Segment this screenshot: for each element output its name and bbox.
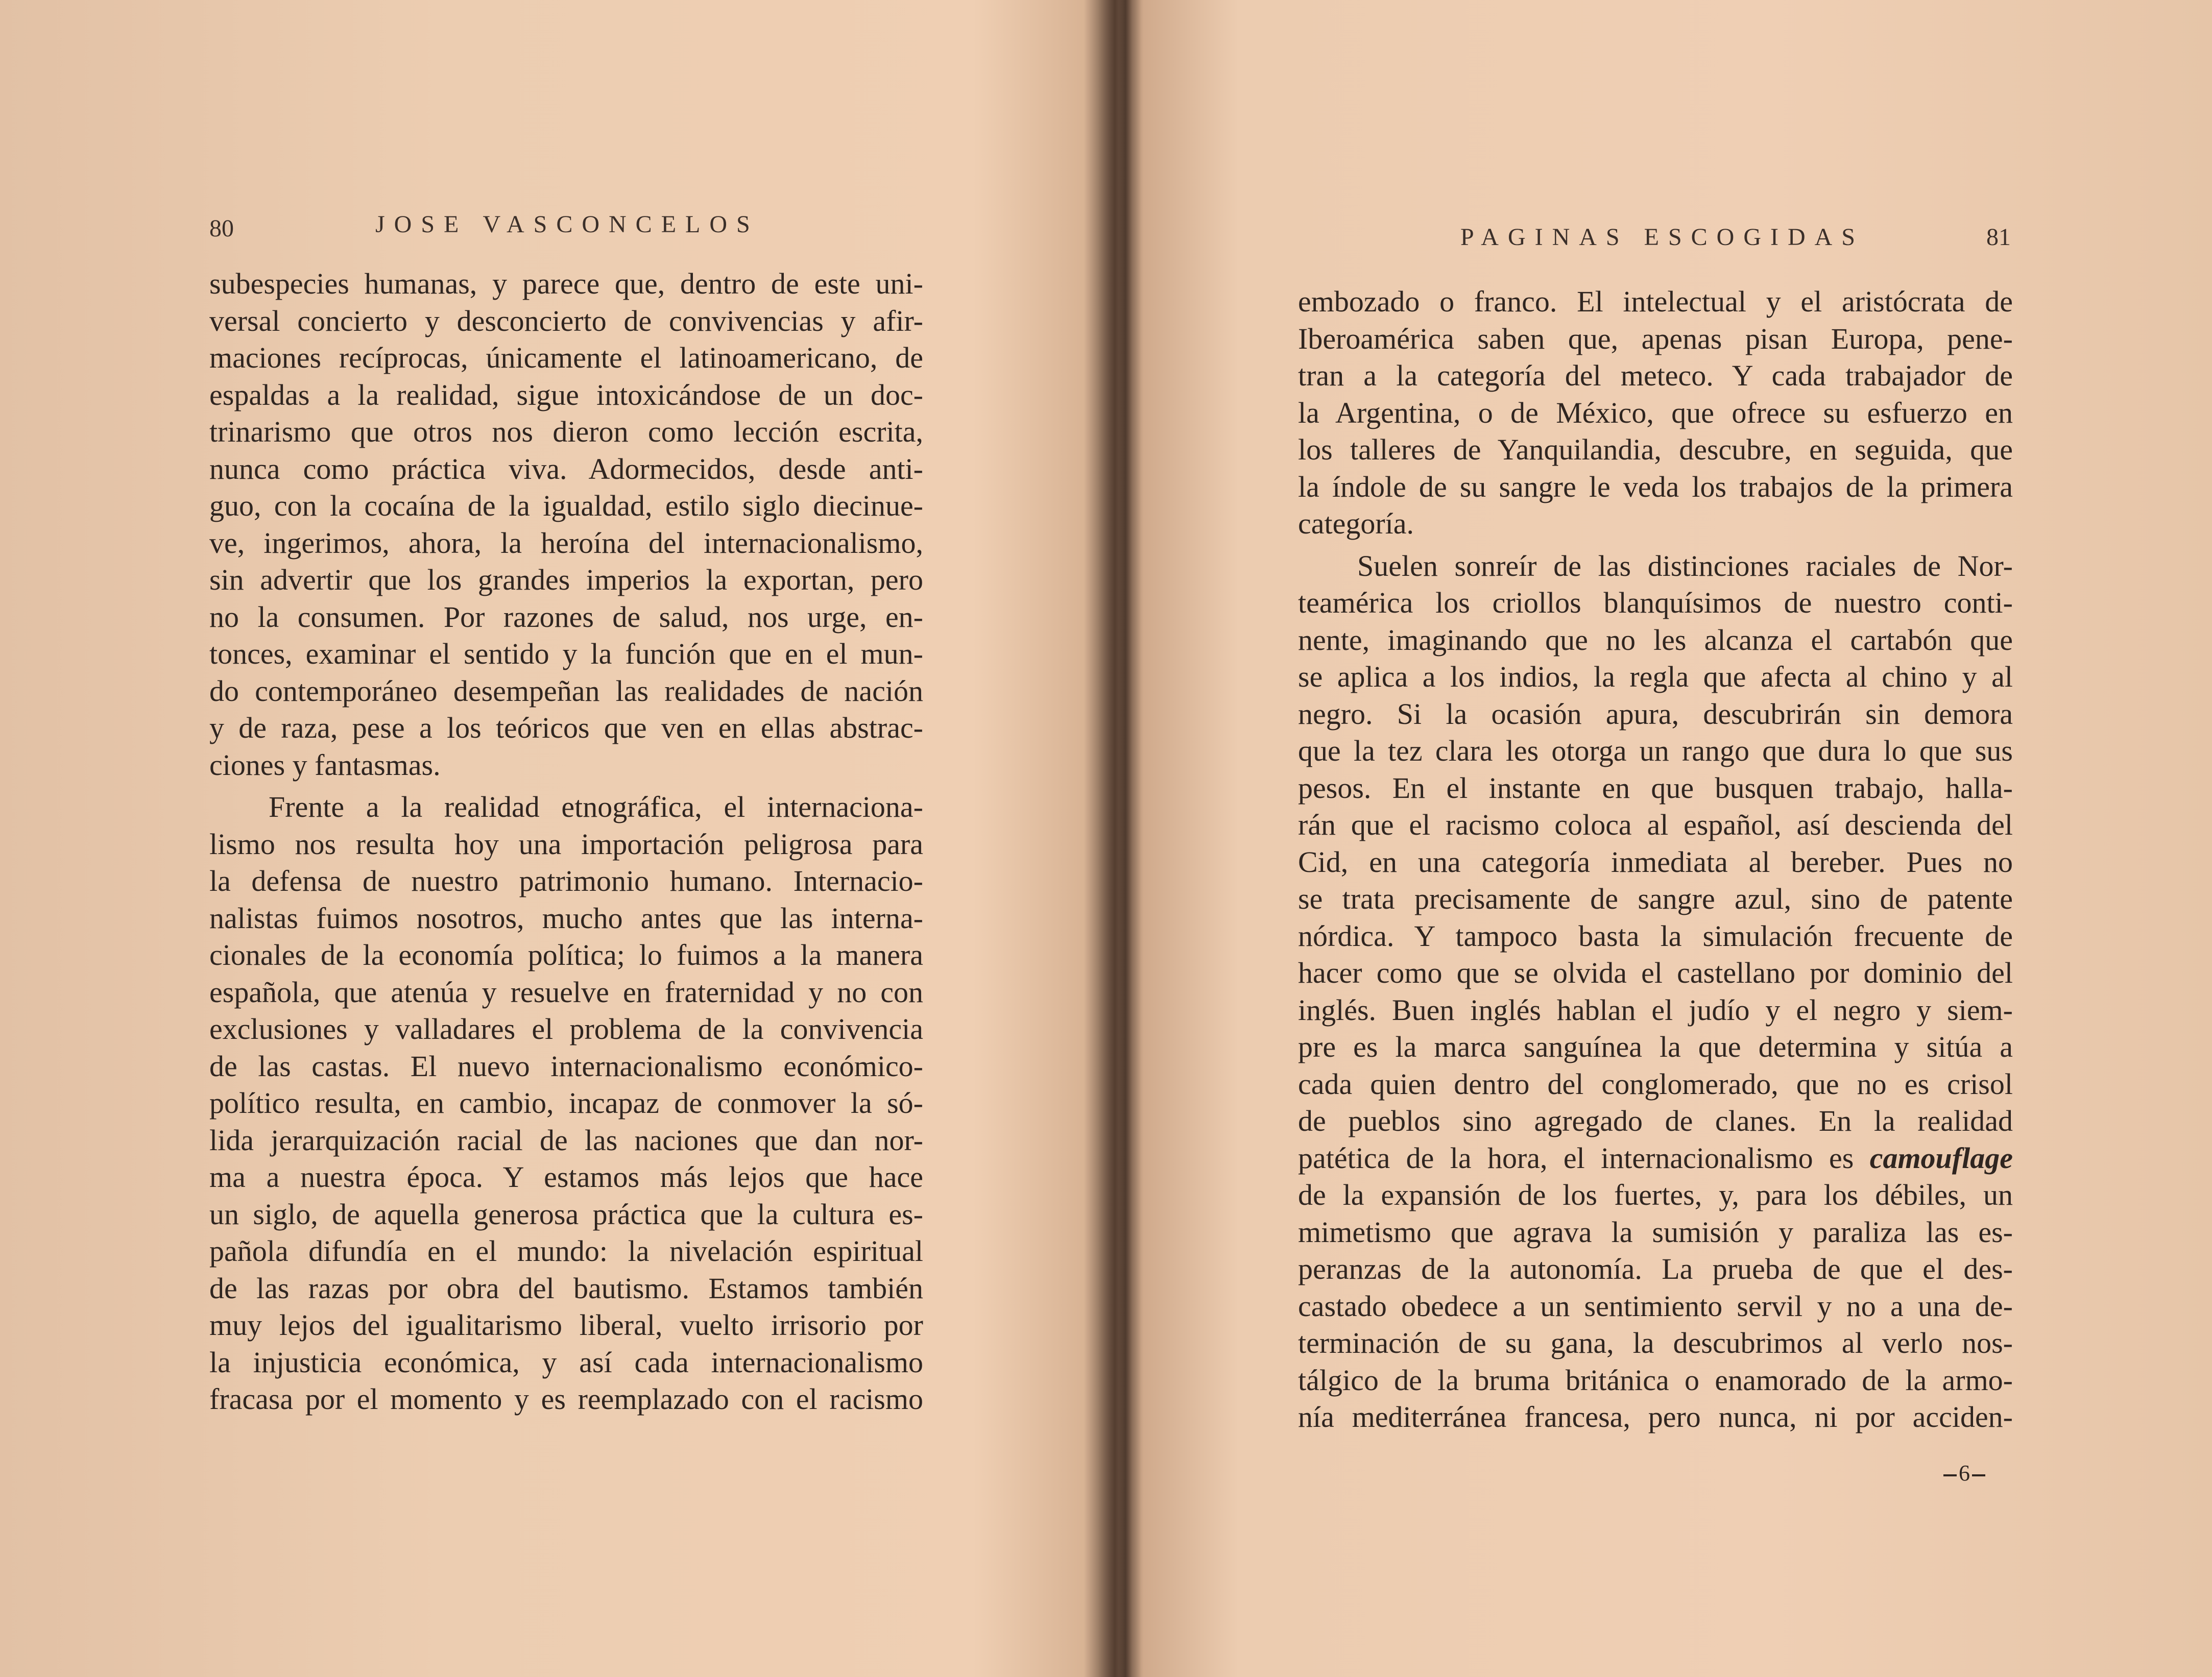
text-line: de las razas por obra del bautismo. Estamos también bbox=[209, 1271, 923, 1305]
signature-mark bbox=[1941, 1460, 1987, 1486]
text-line: maciones recíprocas, únicamente el latinoamericano, de bbox=[209, 341, 923, 374]
left-running-head: JOSE VASCONCELOS bbox=[375, 211, 759, 238]
text-line: político resulta, en cambio, incapaz de conmover la só- bbox=[209, 1086, 923, 1120]
right-page-number: 81 bbox=[1986, 224, 2011, 251]
text-line: lida jerarquización racial de las naciones que dan nor- bbox=[209, 1123, 923, 1157]
text-line: que la tez clara les otorga un rango que dura lo que sus bbox=[1298, 734, 2013, 767]
text-line: castado obedece a un sentimiento servil y no a una de- bbox=[1298, 1289, 2013, 1323]
text-line: do contemporáneo desempeñan las realidades de nación bbox=[209, 674, 923, 708]
right-paragraph-2 bbox=[1298, 548, 2013, 1436]
text-line: inglés. Buen inglés hablan el judío y el negro y siem- bbox=[1298, 993, 2013, 1027]
text-line: Iberoamérica saben que, apenas pisan Europa, pene- bbox=[1298, 322, 2013, 355]
text-line: Frente a la realidad etnográfica, el internaciona- bbox=[269, 790, 923, 823]
text-line: tonces, examinar el sentido y la función que en el mun- bbox=[209, 637, 923, 670]
text-line: nente, imaginando que no les alcanza el cartabón que bbox=[1298, 623, 2013, 657]
text-line: rán que el racismo coloca al español, así descienda del bbox=[1298, 808, 2013, 841]
right-running-head: PAGINAS ESCOGIDAS bbox=[1460, 224, 1864, 251]
text-line: lismo nos resulta hoy una importación peligrosa para bbox=[209, 827, 923, 861]
text-line: Cid, en una categoría inmediata al bereber. Pues no bbox=[1298, 845, 2013, 879]
signature-dash-left bbox=[1943, 1474, 1957, 1476]
text-line: pañola difundía en el mundo: la nivelación espiritual bbox=[209, 1234, 923, 1268]
text-line: ciones y fantasmas. bbox=[209, 748, 441, 782]
text-line: la índole de su sangre le veda los trabajos de la primera bbox=[1298, 470, 2013, 503]
paragraph-gap bbox=[209, 784, 923, 789]
text-line: de las castas. El nuevo internacionalismo económico- bbox=[209, 1049, 923, 1083]
text-line: pesos. En el instante en que busquen trabajo, halla- bbox=[1298, 771, 2013, 805]
italic-word: camouflage bbox=[1869, 1141, 2013, 1175]
text-line: la Argentina, o de México, que ofrece su esfuerzo en bbox=[1298, 396, 2013, 429]
text-line: de pueblos sino agregado de clanes. En la realidad bbox=[1298, 1104, 2013, 1137]
left-text-block bbox=[209, 265, 923, 1418]
text-line: y de raza, pese a los teóricos que ven en ellas abstrac- bbox=[209, 711, 923, 744]
text-line: exclusiones y valladares el problema de la convivencia bbox=[209, 1012, 923, 1046]
text-line: nórdica. Y tampoco basta la simulación frecuente de bbox=[1298, 919, 2013, 953]
left-page-number: 80 bbox=[209, 215, 234, 242]
text-line: terminación de su gana, la descubrimos al verlo nos- bbox=[1298, 1326, 2013, 1359]
text-line: trinarismo que otros nos dieron como lección escrita, bbox=[209, 415, 923, 448]
text-line: embozado o franco. El intelectual y el aristócrata de bbox=[1298, 285, 2013, 318]
text-line: hacer como que se olvida el castellano por dominio del bbox=[1298, 956, 2013, 989]
right-text-block bbox=[1298, 283, 2013, 1436]
text-line: tálgico de la bruma británica o enamorado de la armo- bbox=[1298, 1363, 2013, 1397]
text-line-with-italic: patética de la hora, el internacionalismo es camouflage bbox=[1298, 1141, 2013, 1175]
signature-dash-right bbox=[1972, 1474, 1985, 1476]
text-line: española, que atenúa y resuelve en fraternidad y no con bbox=[209, 975, 923, 1009]
text-line: categoría. bbox=[1298, 507, 1414, 540]
text-line: nunca como práctica viva. Adormecidos, desde anti- bbox=[209, 452, 923, 485]
text-line: nía mediterránea francesa, pero nunca, ni por acciden- bbox=[1298, 1400, 2013, 1433]
right-page bbox=[1118, 0, 2212, 1677]
left-paragraph-1 bbox=[209, 265, 923, 784]
text-line: se trata precisamente de sangre azul, sino de patente bbox=[1298, 882, 2013, 915]
text-line: subespecies humanas, y parece que, dentro de este uni- bbox=[209, 267, 923, 300]
right-paragraph-1 bbox=[1298, 283, 2013, 543]
text-line: no la consumen. Por razones de salud, nos urge, en- bbox=[209, 600, 923, 634]
text-line: se aplica a los indios, la regla que afecta al chino y al bbox=[1298, 660, 2013, 693]
text-line: fracasa por el momento y es reemplazado con el racismo bbox=[209, 1382, 923, 1416]
left-paragraph-2 bbox=[209, 789, 923, 1418]
text-line: cionales de la economía política; lo fuimos a la manera bbox=[209, 938, 923, 971]
text-line: guo, con la cocaína de la igualdad, estilo siglo diecinue- bbox=[209, 489, 923, 522]
text-line: negro. Si la ocasión apura, descubrirán sin demora bbox=[1298, 697, 2013, 731]
text-line: mimetismo que agrava la sumisión y paraliza las es- bbox=[1298, 1215, 2013, 1249]
text-line: un siglo, de aquella generosa práctica que la cultura es- bbox=[209, 1197, 923, 1231]
text-line: ve, ingerimos, ahora, la heroína del internacionalismo, bbox=[209, 526, 923, 560]
paragraph-gap bbox=[1298, 543, 2013, 548]
text-line: peranzas de la autonomía. La prueba de que el des- bbox=[1298, 1252, 2013, 1285]
text-line: los talleres de Yanquilandia, descubre, en seguida, que bbox=[1298, 433, 2013, 466]
text-line: nalistas fuimos nosotros, mucho antes que las interna- bbox=[209, 901, 923, 935]
text-line: tran a la categoría del meteco. Y cada trabajador de bbox=[1298, 359, 2013, 392]
text-line: de la expansión de los fuertes, y, para los débiles, un bbox=[1298, 1178, 2013, 1211]
text-line: la defensa de nuestro patrimonio humano. Internacio- bbox=[209, 864, 923, 897]
text-line: ma a nuestra época. Y estamos más lejos que hace bbox=[209, 1160, 923, 1194]
text-line: cada quien dentro del conglomerado, que no es crisol bbox=[1298, 1067, 2013, 1101]
text-line: sin advertir que los grandes imperios la exportan, pero bbox=[209, 563, 923, 596]
text-line: espaldas a la realidad, sigue intoxicándose de un doc- bbox=[209, 378, 923, 411]
text-line: muy lejos del igualitarismo liberal, vuelto irrisorio por bbox=[209, 1308, 923, 1342]
signature-number: 6 bbox=[1959, 1461, 1970, 1486]
text-line: teamérica los criollos blanquísimos de nuestro conti- bbox=[1298, 586, 2013, 619]
text-line: Suelen sonreír de las distinciones raciales de Nor- bbox=[1357, 549, 2013, 582]
text-line: la injusticia económica, y así cada internacionalismo bbox=[209, 1345, 923, 1379]
text-line: pre es la marca sanguínea la que determina y sitúa a bbox=[1298, 1030, 2013, 1063]
text-line: versal concierto y desconcierto de convivencias y afir- bbox=[209, 304, 923, 337]
